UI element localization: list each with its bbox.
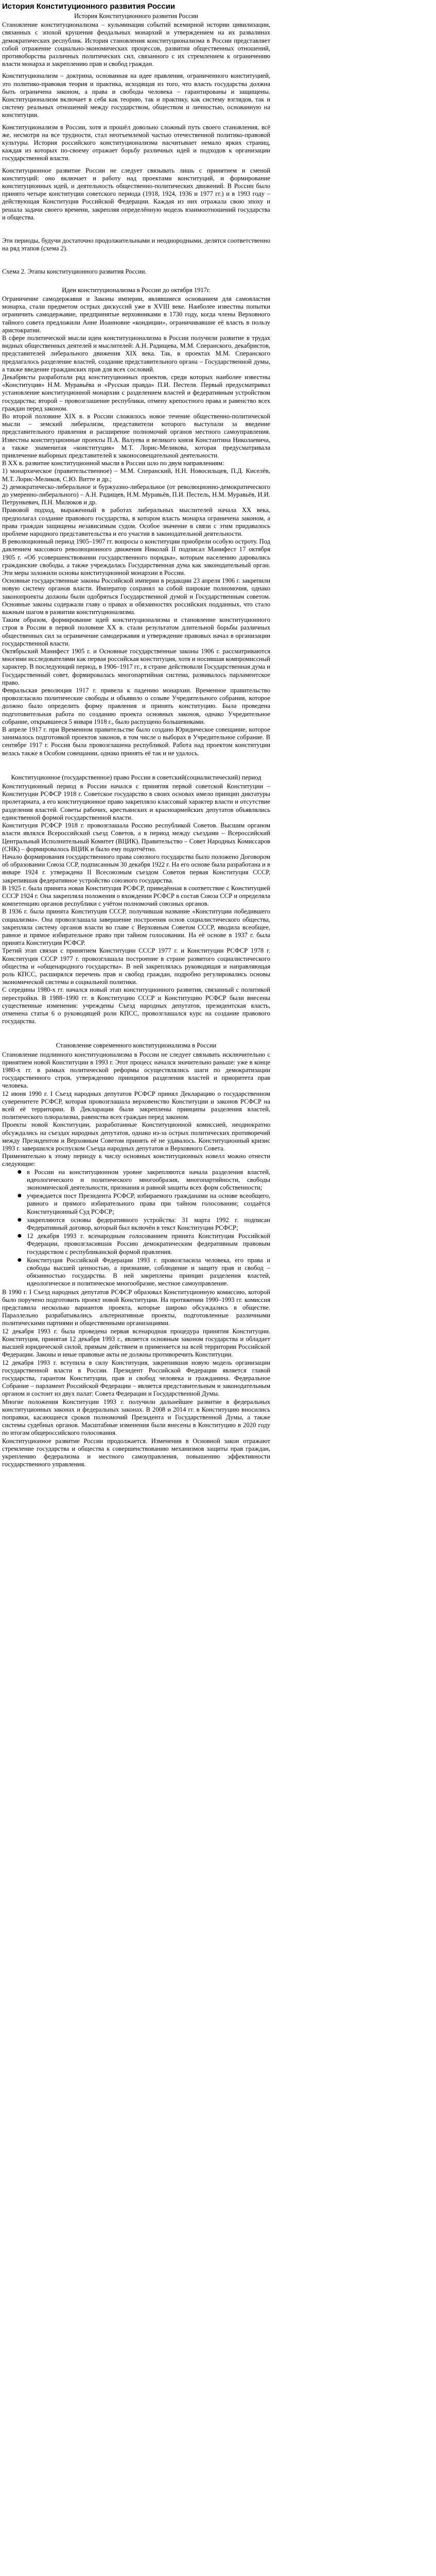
section-paragraph: В революционный период 1905–1907 гг. вопросы о конституции приобрели особую остроту. Под давлением массового революционного движения Николай II подписал Манифест 17 октября 1905 г. «Об усовершенствовании государственного порядка», которым населению даровались гражданские свободы, а также учреждалась Государственная дума как законодательный орган. Эти меры заложили основы конституционной монархии в России. <box>2 538 270 577</box>
section-paragraph: Февральская революция 1917 г. привела к падению монархии. Временное правительство провозгласило политические свободы и объявило о созыве Учредительного собрания, которое должно было определить форму правления и принять конституцию. Была проведена подготовительная работа по созданию проекта основных законов, однако Учредительное собрание, открывшееся 5 января 1918 г., было распущено большевиками. <box>2 687 270 725</box>
section-paragraph: Конституционное развитие России продолжается. Изменения в Основной закон отражают стремление государства и общества к совершенствованию механизмов защиты прав граждан, укреплению федерализма и местного самоуправления, повышению эффективности государственного управления. <box>2 1437 270 1468</box>
intro-paragraph: Становление конституционализма – кульминация событий всемирной истории цивилизации, связанных с эпохой крушения феодальных монархий и утверждением на их развалинах демократических республик. История становления конституционализма в России представляет собой отражение социально-экономических процессов, развития общественных отношений, противоборства различных политических сил, связанного с их стремлением к ограничению власти монарха и закреплению прав и свобод граждан. <box>2 21 270 68</box>
section-paragraph: 12 декабря 1993 г. была проведена первая всенародная процедура принятия Конституции. Конституция, принятая 12 декабря 1993 г., является основным законом государства и обладает высшей юридической силой, прямым действием и применяется на всей территории Российской Федерации. Законы и иные правовые акты не должны противоречить Конституции. <box>2 1327 270 1359</box>
bullet-list <box>2 1168 270 1288</box>
section-paragraph: Правовой подход, выраженный в работах либеральных мыслителей начала XX века, предполагал создание правового государства, в котором власть монарха ограничена законом, а права граждан защищены независимым судом. Особое значение в связи с этим придавалось проблеме народного представительства и его участия в законодательной деятельности. <box>2 506 270 537</box>
intro-paragraph: Конституционализм в России, хотя и прошёл довольно сложный путь своего становления, всё же, несмотря на все трудности, стал неотъемлемой частью отечественной политико-правовой культуры. История российского конституционализма насчитывает немало ярких страниц, каждая из которых по-своему отражает борьбу различных идей и подходов к организации государственной власти. <box>2 123 270 162</box>
section-paragraph: Конституционный период в России начался с принятия первой советской Конституции – Конституции РСФСР 1918 г. Советское государство в своих основах имело принцип диктатуры пролетариата, а его конституционное право закрепляло классовый характер власти и отсутствие разделения властей. Советы рабочих, крестьянских и красноармейских депутатов объявлялись единственной формой государственной власти. <box>2 783 270 821</box>
scheme-caption: Схема 2. Этапы конституционного развития России. <box>2 268 147 276</box>
bullet-icon: ● <box>18 1193 22 1199</box>
bullet-icon: ● <box>18 1233 22 1239</box>
section-heading: Конституционное (государственное) право России в советский(социалистический) период <box>11 773 261 781</box>
list-item-text: учреждается пост Президента РСФСР, избираемого гражданами на основе всеобщего, равного и прямого избирательного права при тайном голосовании; создаётся Конституционный Суд РСФСР; <box>27 1192 270 1215</box>
bullet-icon: ● <box>18 1169 22 1175</box>
section-heading: Становление современного конституционализма в России <box>56 1042 217 1049</box>
section-paragraph: Октябрьский Манифест 1905 г. и Основные государственные законы 1906 г. рассматриваются многими исследователями как первая российская конституция, хотя и носившая компромиссный характер. В последующий период, в 1906–1917 гг., в стране действовали Государственная дума и Государственный совет, формировалась многопартийная система, развивалось парламентское право. <box>2 648 270 686</box>
list-item-text: Конституция Российской Федерации 1993 г. провозгласила человека, его права и свободы высшей ценностью, а признание, соблюдение и защиту прав и свобод – обязанностью государства. В ней закреплены принцип разделения властей, идеологическое и политическое многообразие, местное самоуправление. <box>27 1256 270 1287</box>
section-paragraph: В 1925 г. была принята новая Конституция РСФСР, приведённая в соответствие с Конституцией СССР 1924 г. Она закрепляла положения о вхождении РСФСР в состав Союза ССР и определяла компетенцию органов республики с учётом полномочий союзных органов. <box>2 884 270 908</box>
section-heading: Идеи конституционализма в России до октября 1917г. <box>62 286 211 294</box>
section-paragraph: В 1990 г. I Съезд народных депутатов РСФСР образовал Конституционную комиссию, которой было поручено подготовить проект новой Конституции. На протяжении 1990–1993 гг. комиссия представила несколько вариантов проекта, которые широко обсуждались в обществе. Параллельно разрабатывались альтернативные проекты, подготовленные различными политическими партиями и общественными организациями. <box>2 1288 270 1327</box>
intro-section <box>2 21 270 222</box>
section-modern-constitutionalism <box>2 1042 270 1468</box>
section-paragraph: В XX в. развитие конституционной мысли в России шло по двум направлениям: <box>2 460 224 467</box>
section-paragraph: Проекты новой Конституции, разработанные Конституционной комиссией, неоднократно обсуждались на съездах народных депутатов, однако из-за острых политических противоречий между Президентом и Верховным Советом принять её не удавалось. Конституционный кризис 1993 г. завершился роспуском Съезда народных депутатов и Верховного Совета. <box>2 1121 270 1153</box>
section-paragraph: 12 декабря 1993 г. вступила в силу Конституция, закрепившая новую модель организации государственной власти в России. Президент Российской Федерации является главой государства, гарантом Конституции, прав и свобод человека и гражданина. Федеральное Собрание – парламент Российской Федерации – является представительным и законодательным органом и состоит из двух палат: Совета Федерации и Государственной Думы. <box>2 1359 270 1398</box>
document-title: История Конституционного развития России <box>2 2 176 11</box>
section-paragraph: Таким образом, формирование идей конституционализма и становление конституционного строя в России в первой половине XX в. стали результатом длительной борьбы различных общественных сил за ограничение самодержавия и утверждение правовых начал в организации государственной власти. <box>2 616 270 647</box>
section-paragraph: Во второй половине XIX в. в России сложилось новое течение общественно-политической мысли – земский либерализм, представители которого выступали за введение представительного правления и расширение полномочий органов местного самоуправления. Известны конституционные проекты П.А. Валуева и великого князя Константина Николаевича, а также знаменитая «конституция» М.Т. Лорис-Меликова, которая предусматривала привлечение выборных представителей к законосовещательной деятельности. <box>2 412 270 459</box>
periodization-paragraph: Эти периоды, будучи достаточно продолжительными и неоднородными, делятся соответственно на ряд этапов (схема 2). <box>2 237 270 252</box>
list-item-text: закрепляются основы федеративного устройства: 31 марта 1992 г. подписан Федеративный договор, который был включён в текст Конституции РСФСР; <box>27 1216 270 1232</box>
bullet-icon: ● <box>18 1257 22 1263</box>
section-paragraph: Применительно к этому периоду к числу основных конституционных новелл можно отнести следующие: <box>2 1153 270 1168</box>
section-paragraph: В сфере политической мысли идеи конституционализма в России получили развитие в трудах видных общественных деятелей и мыслителей: А.Н. Радищева, М.М. Сперанского, декабристов, представителей либерального движения XIX века. Так, в проектах М.М. Сперанского предлагалось разделение властей, создание представительного органа – Государственной думы, а также введение гражданских прав для всех сословий. <box>2 334 270 373</box>
section-paragraph: С середины 1980-х гг. начался новый этап конституционного развития, связанный с политикой перестройки. В 1988–1990 гг. в Конституцию СССР и Конституцию РСФСР были внесены существенные изменения: учреждены Съезд народных депутатов, президентская власть, отменена статья 6 о руководящей роли КПСС, провозглашался курс на создание правового государства. <box>2 986 270 1025</box>
section-paragraph: 1) монархическое (правительственное) – М.М. Сперанский, Н.Н. Новосильцев, П.Д. Киселёв, М.Т. Лорис-Меликов, С.Ю. Витте и др.; <box>2 467 270 483</box>
intro-paragraph: Конституционализм – доктрина, основанная на идее правления, ограниченного конституцией, это политико-правовая теория и практика, исходящая из того, что власть государства должна быть ограничена законом, а права и свободы человека – гарантированы и защищены. Конституционализм включает в себя как теорию, так и практику, как систему взглядов, так и систему реальных отношений между государством, обществом и личностью, основанную на конституции. <box>2 72 270 119</box>
list-item <box>18 1216 270 1232</box>
section-paragraph: Третий этап связан с принятием Конституции СССР 1977 г. и Конституции РСФСР 1978 г. Конституция СССР 1977 г. провозглашала построение в стране развитого социалистического общества и «общенародного государства». В ней закреплялась руководящая и направляющая роль КПСС, расширялся перечень прав и свобод граждан, подробно регулировались основы экономической системы и социальной политики. <box>2 947 270 986</box>
list-item <box>18 1192 270 1216</box>
document-subtitle: История Конституционного развития России <box>74 12 199 20</box>
document <box>0 0 270 1468</box>
list-item <box>18 1168 270 1192</box>
section-soviet-period <box>2 774 270 1026</box>
section-paragraph: Становление подлинного конституционализма в России не следует связывать исключительно с принятием новой Конституции в 1993 г. Этот процесс начался значительно раньше: уже в конце 1980-х гг. в рамках политической реформы осуществлялись шаги по демократизации государственного строя, утверждению принципов разделения властей и приоритета прав человека. <box>2 1050 270 1090</box>
section-paragraph: Конституция РСФСР 1918 г. провозглашала Россию республикой Советов. Высшим органом власти являлся Всероссийский съезд Советов, а в период между съездами – Всероссийский Центральный Исполнительный Комитет (ВЦИК). Правительство – Совет Народных Комиссаров (СНК) – формировалось ВЦИК и было ему подотчётно. <box>2 822 270 853</box>
section-paragraph: Начало формирования государственного права союзного государства было положено Договором об образовании Союза ССР, подписанным 30 декабря 1922 г. На его основе была разработана и в январе 1924 г. утверждена II Всесоюзным съездом Советов первая Конституция СССР, закрепившая федеративное устройство союзного государства. <box>2 853 270 884</box>
list-item <box>18 1232 270 1256</box>
section-pre-1917 <box>2 286 270 757</box>
section-paragraph: В апреле 1917 г. при Временном правительстве было создано Юридическое совещание, которое занималось подготовкой проектов законов, в том числе о выборах в Учредительное собрание. В сентябре 1917 г. Россия была провозглашена республикой. Работа над проектом конституции велась также в Особом совещании, однако принять её так и не удалось. <box>2 726 270 757</box>
section-paragraph: 12 июня 1990 г. I Съезд народных депутатов РСФСР принял Декларацию о государственном суверенитете РСФСР, которая провозглашала верховенство Конституции и законов РСФСР на всей её территории. В Декларации были закреплены принципы разделения властей, политического плюрализма, равенства всех граждан перед законом. <box>2 1090 270 1121</box>
section-paragraph: Декабристы разработали ряд конституционных проектов, среди которых наиболее известны «Конституция» Н.М. Муравьёва и «Русская правда» П.И. Пестеля. Первый предусматривал установление конституционной монархии с разделением властей и федеративным устройством государства; второй – провозглашение республики, отмену крепостного права и равенство всех граждан перед законом. <box>2 373 270 412</box>
section-paragraph: Основные государственные законы Российской империи в редакции 23 апреля 1906 г. закрепили новую систему органов власти. Император сохранял за собой широкие полномочия, однако законопроекты должны были одобряться Государственной думой и Государственным советом. Основные законы содержали главу о правах и обязанностях российских подданных, что стало важным шагом в развитии конституционализма. <box>2 577 270 616</box>
intro-paragraph: Конституционное развитие России не следует связывать лишь с принятием и сменой конституций: оно включает и работу над проектами конституций, и формирование конституционных идей, и деятельность общественно-политических движений. В России было принято четыре конституции советского периода (1918, 1924, 1936 и 1977 гг.) и в 1993 году – действующая Конституция Российской Федерации. Каждая из них отражала свою эпоху и решала задачи своего времени, закрепляя определённую модель взаимоотношений государства и общества. <box>2 166 270 221</box>
list-item <box>18 1256 270 1288</box>
bullet-icon: ● <box>18 1217 22 1223</box>
section-paragraph: 2) демократическо-либеральное и буржуазно-либеральное (от революционно-демократического до умеренно-либерального) – А.Н. Радищев, Н.М. Муравьёв, П.И. Пестель, Н.М. Муравьёв, И.И. Петрункевич, П.Н. Милюков и др. <box>2 483 270 506</box>
section-paragraph: Ограничение самодержавия и Законы империи, являвшиеся основанием для самовластия монарха, стали предметом острых дискуссий уже в XVIII веке. Наиболее известны попытки ограничить самодержавие, предпринятые верховниками в 1730 году, когда члены Верховного тайного совета предложили Анне Иоанновне «кондиции», ограничивавшие её власть в пользу аристократии. <box>2 295 270 334</box>
list-item-text: в России на конституционном уровне закрепляются начала разделения властей, идеологического и политического многообразия, многопартийности, свободы экономической деятельности, признания и равной защиты всех форм собственности; <box>27 1168 270 1192</box>
section-paragraph: В 1936 г. была принята Конституция СССР, получившая название «Конституции победившего социализма». Она провозглашала завершение построения основ социалистического общества, закрепляла систему органов власти во главе с Верховным Советом СССР, вводила всеобщее, равное и прямое избирательное право при тайном голосовании. На её основе в 1937 г. была принята Конституция РСФСР. <box>2 908 270 947</box>
section-paragraph: Многие положения Конституции 1993 г. получили дальнейшее развитие в федеральных конституционных законах и федеральных законах. В 2008 и 2014 гг. в Конституцию вносились поправки, касающиеся сроков полномочий Президента и Государственной Думы, а также системы судебных органов. Масштабные изменения были внесены в Конституцию в 2020 году по итогам общероссийского голосования. <box>2 1398 270 1437</box>
list-item-text: 12 декабря 1993 г. всенародным голосованием принята Конституция Российской Федерации, провозгласившая Россию демократическим федеративным правовым государством с республиканской формой правления. <box>27 1232 270 1256</box>
